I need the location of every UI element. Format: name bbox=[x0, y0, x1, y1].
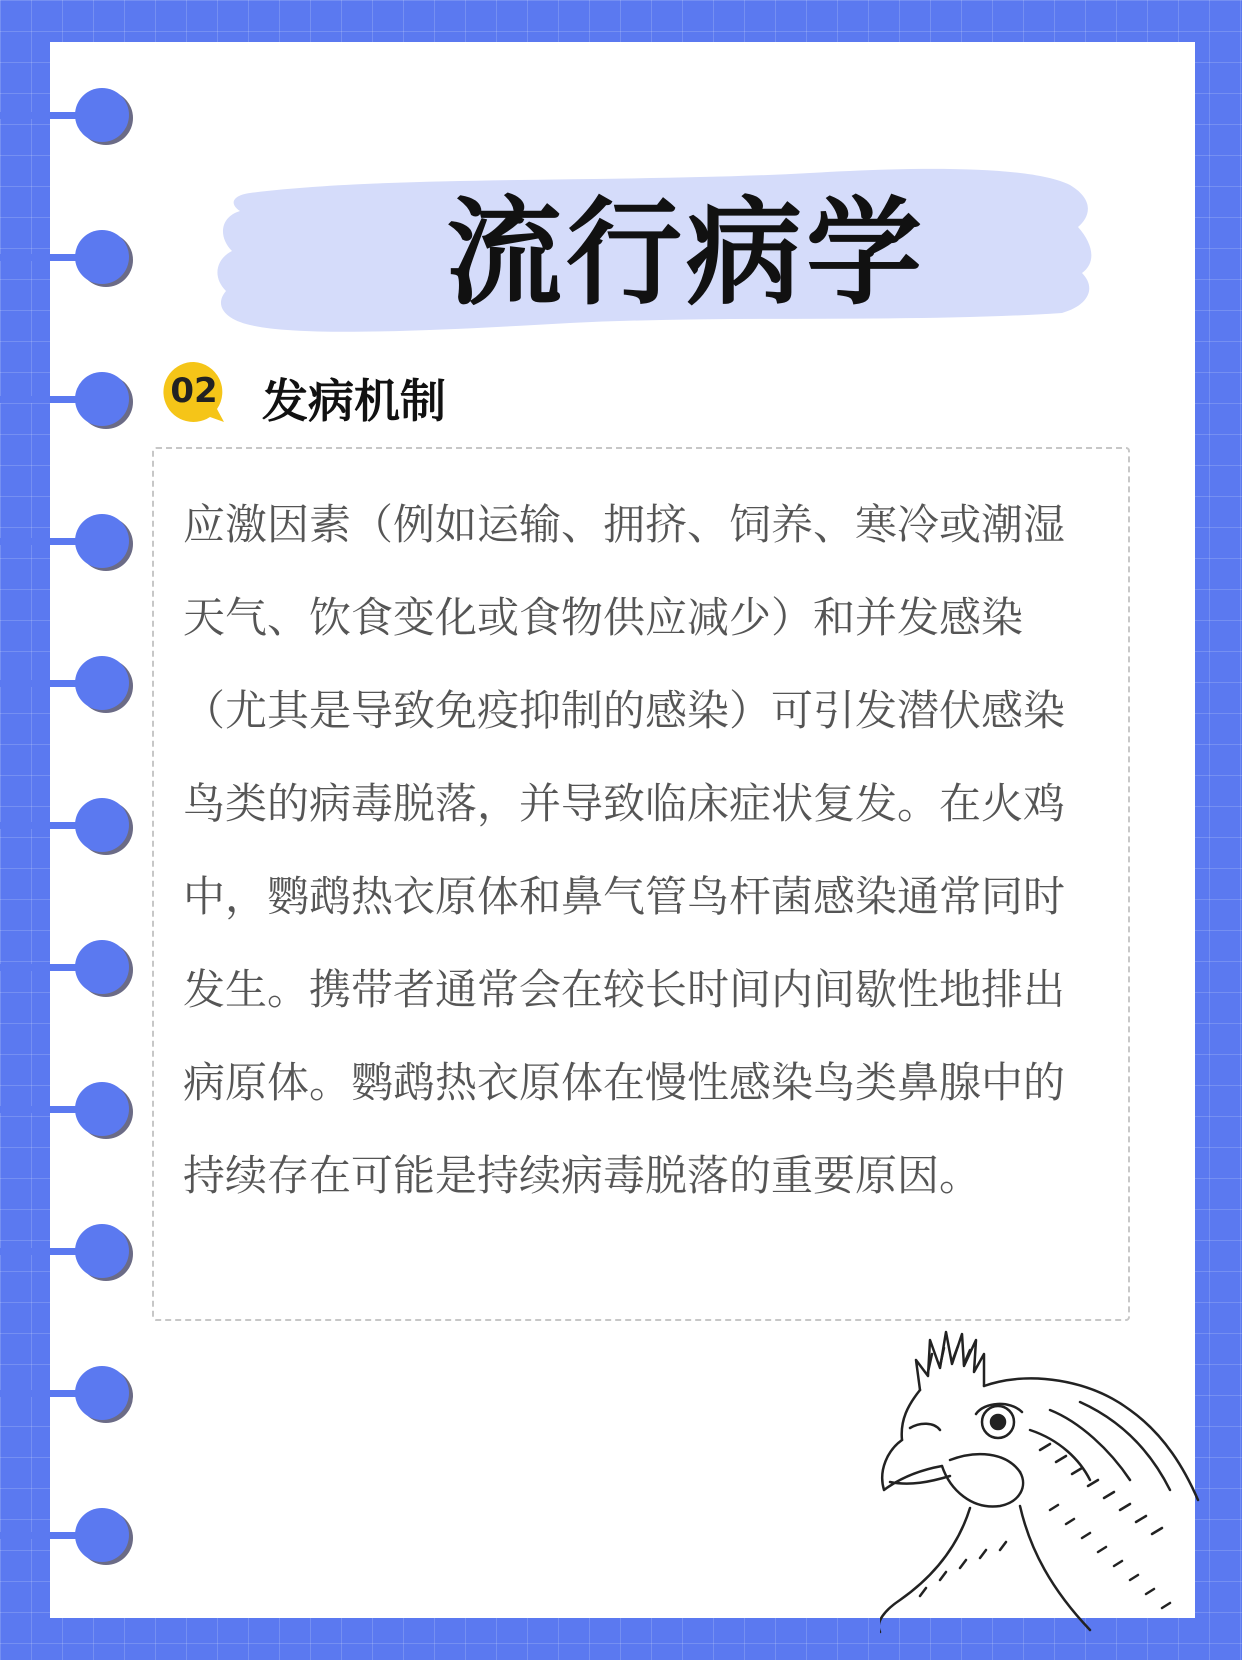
binder-ring bbox=[0, 1366, 130, 1426]
section-number-badge bbox=[160, 360, 228, 428]
binder-ring bbox=[0, 514, 130, 574]
page-title: 流行病学 bbox=[446, 186, 926, 321]
section-title: 发病机制 bbox=[262, 374, 446, 428]
binder-ring bbox=[0, 798, 130, 858]
binder-ring bbox=[0, 88, 130, 148]
binder-ring bbox=[0, 372, 130, 432]
binder-ring bbox=[0, 1224, 130, 1284]
binder-ring bbox=[0, 656, 130, 716]
chicken-illustration bbox=[880, 1310, 1200, 1640]
binder-ring bbox=[0, 1508, 130, 1568]
binder-ring bbox=[0, 1082, 130, 1142]
body-paragraph: 应激因素（例如运输、拥挤、饲养、寒冷或潮湿天气、饮食变化或食物供应减少）和并发感染（尤其是导致免疫抑制的感染）可引发潜伏感染鸟类的病毒脱落，并导致临床症状复发。在火鸡中，鹦鹉热衣原体和鼻气管鸟杆菌感染通常同时发生。携带者通常会在较长时间内间歇性地排出病原体。鹦鹉热衣原体在慢性感染鸟类鼻腺中的持续存在可能是持续病毒脱落的重要原因。 bbox=[183, 500, 1066, 1200]
section-number: 02 bbox=[170, 371, 218, 411]
binder-ring bbox=[0, 940, 130, 1000]
